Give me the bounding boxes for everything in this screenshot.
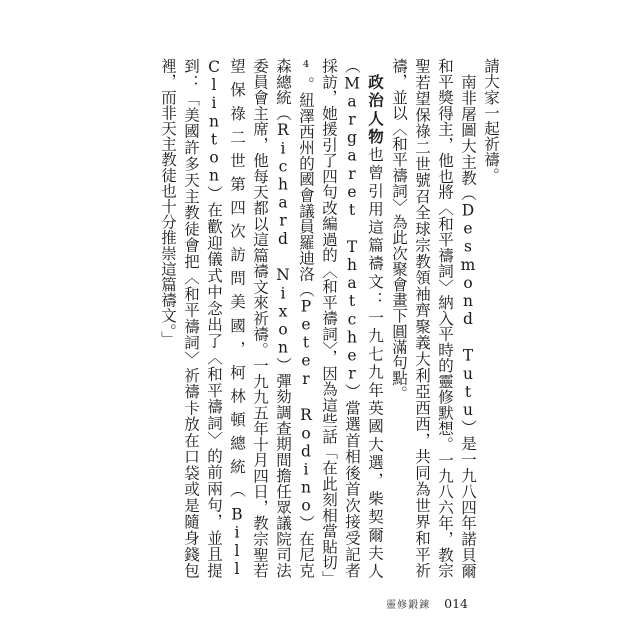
page-footer: [386, 596, 468, 611]
paragraph-3: [156, 58, 387, 578]
paragraph-1: 請大家一起祈禱。: [482, 58, 500, 183]
page-number: 014: [444, 596, 468, 611]
paragraph-3-body: 也曾引用這篇禱文：一九七九年英國大選，柴契爾夫人（Margaret Thatcher）當選首相後首次接受記者採訪，她援引了四句改編過的〈和平禱詞〉，因為這些話「在此刻相當貼切」⁴。紐澤西州的國會議員羅迪洛（Peter Rodino）在尼克森總統（Richard Nixon）彈劾調查期間擔任眾議院司法委員會主席，他每天都以這篇禱文來祈禱。一九九五年十月四日，教宗聖若望保祿二世第四次訪問美國，柯林頓總統（Bill Clinton）在歡迎儀式中念出了〈和平禱詞〉的前兩句，並且提到：「美國許多天主教徒會把〈和平禱詞〉祈禱卡放在口袋或是隨身錢包裡，而非天主教徒也十分推崇這篇禱文。」: [159, 58, 384, 578]
paragraph-2: 南非屠圖大主教（Desmond Tutu）是一九八四年諾貝爾和平獎得主，他也將〈和平禱詞〉納入平時的靈修默想。一九八六年，教宗聖若望保祿二世號召全球宗教領袖齊聚義大利亞西西，共同為世界和平祈禱，並以〈和平禱詞〉為此次聚會畫下圓滿句點。: [390, 58, 477, 578]
body-text: [156, 58, 502, 578]
running-title: 靈修鍛鍊: [386, 600, 431, 611]
paragraph-3-lead: 政治人物: [366, 73, 385, 146]
